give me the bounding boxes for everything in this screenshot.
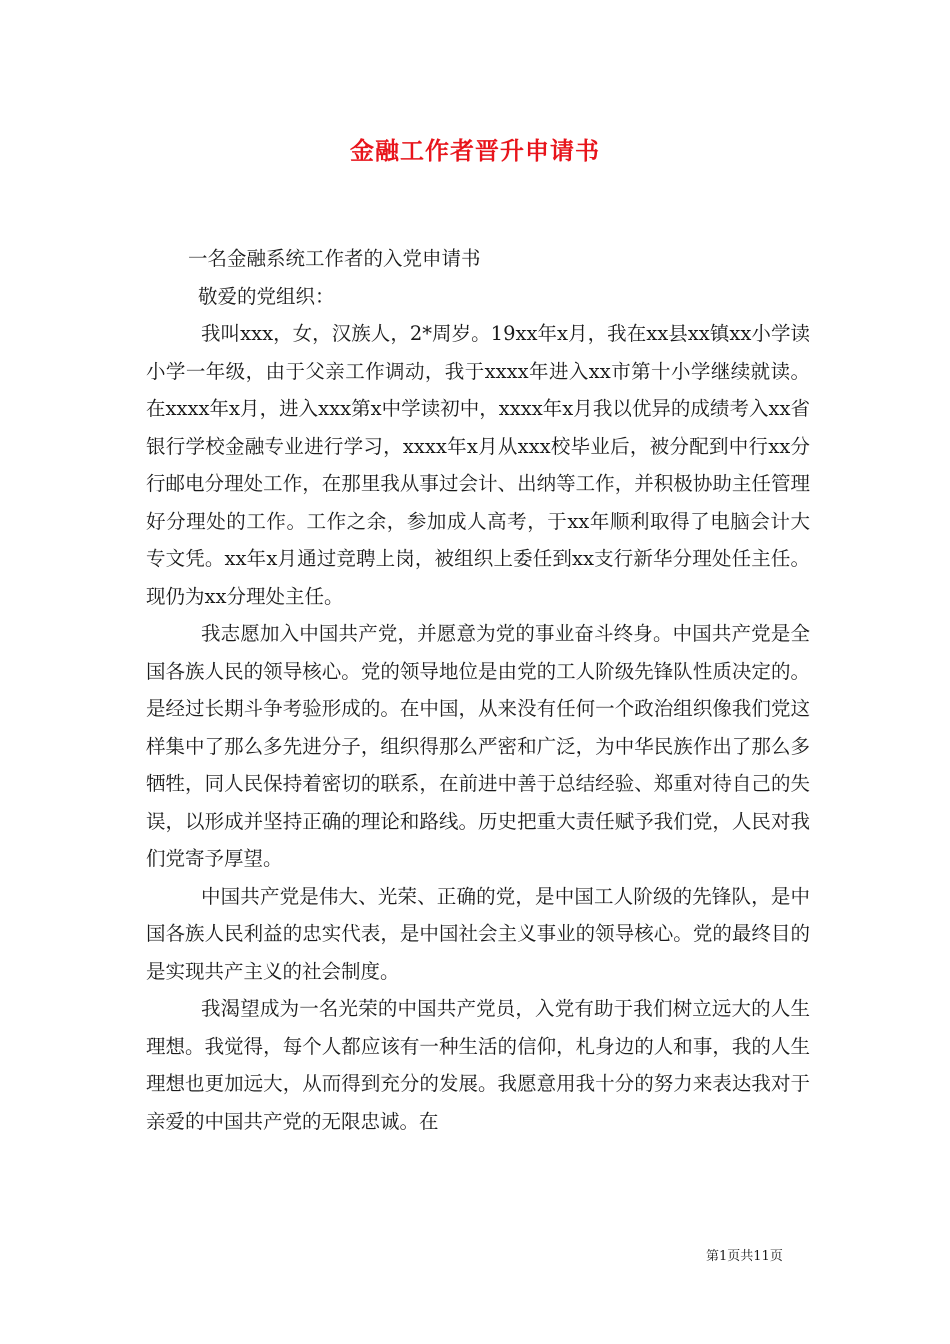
- document-title: 金融工作者晋升申请书: [350, 136, 600, 165]
- paragraph-3: 中国共产党是伟大、光荣、正确的党，是中国工人阶级的先锋队，是中国各族人民利益的忠实代表，是中国社会主义事业的领导核心。党的最终目的是实现共产主义的社会制度。: [146, 884, 810, 983]
- document-body: [146, 240, 810, 1140]
- page-number-footer: 第1页共11页: [706, 1249, 783, 1264]
- document-subtitle: 一名金融系统工作者的入党申请书: [188, 247, 481, 270]
- paragraph-1: 我叫xxx，女，汉族人，2*周岁。19xx年x月，我在xx县xx镇xx小学读小学一年级，由于父亲工作调动，我于xxxx年进入xx市第十小学继续就读。在xxxx年x月，进入xxx第x中学读初中，xxxx年x月我以优异的成绩考入xx省银行学校金融专业进行学习，xxxx年x月从xxx校毕业后，被分配到中行xx分行邮电分理处工作，在那里我从事过会计、出纳等工作，并积极协助主任管理好分理处的工作。工作之余，参加成人高考，于xx年顺利取得了电脑会计大专文凭。xx年x月通过竞聘上岗，被组织上委任到xx支行新华分理处任主任。现仍为xx分理处主任。: [146, 322, 810, 608]
- salutation: 敬爱的党组织：: [198, 284, 335, 308]
- paragraph-4: 我渴望成为一名光荣的中国共产党员，入党有助于我们树立远大的人生理想。我觉得，每个人都应该有一种生活的信仰，札身边的人和事，我的人生理想也更加远大，从而得到充分的发展。我愿意用我十分的努力来表达我对于亲爱的中国共产党的无限忠诚。在: [146, 997, 810, 1133]
- paragraph-2: 我志愿加入中国共产党，并愿意为党的事业奋斗终身。中国共产党是全国各族人民的领导核心。党的领导地位是由党的工人阶级先锋队性质决定的。是经过长期斗争考验形成的。在中国，从来没有任何一个政治组织像我们党这样集中了那么多先进分子，组织得那么严密和广泛，为中华民族作出了那么多牺牲，同人民保持着密切的联系，在前进中善于总结经验、郑重对待自己的失误，以形成并坚持正确的理论和路线。历史把重大责任赋予我们党，人民对我们党寄予厚望。: [146, 622, 810, 870]
